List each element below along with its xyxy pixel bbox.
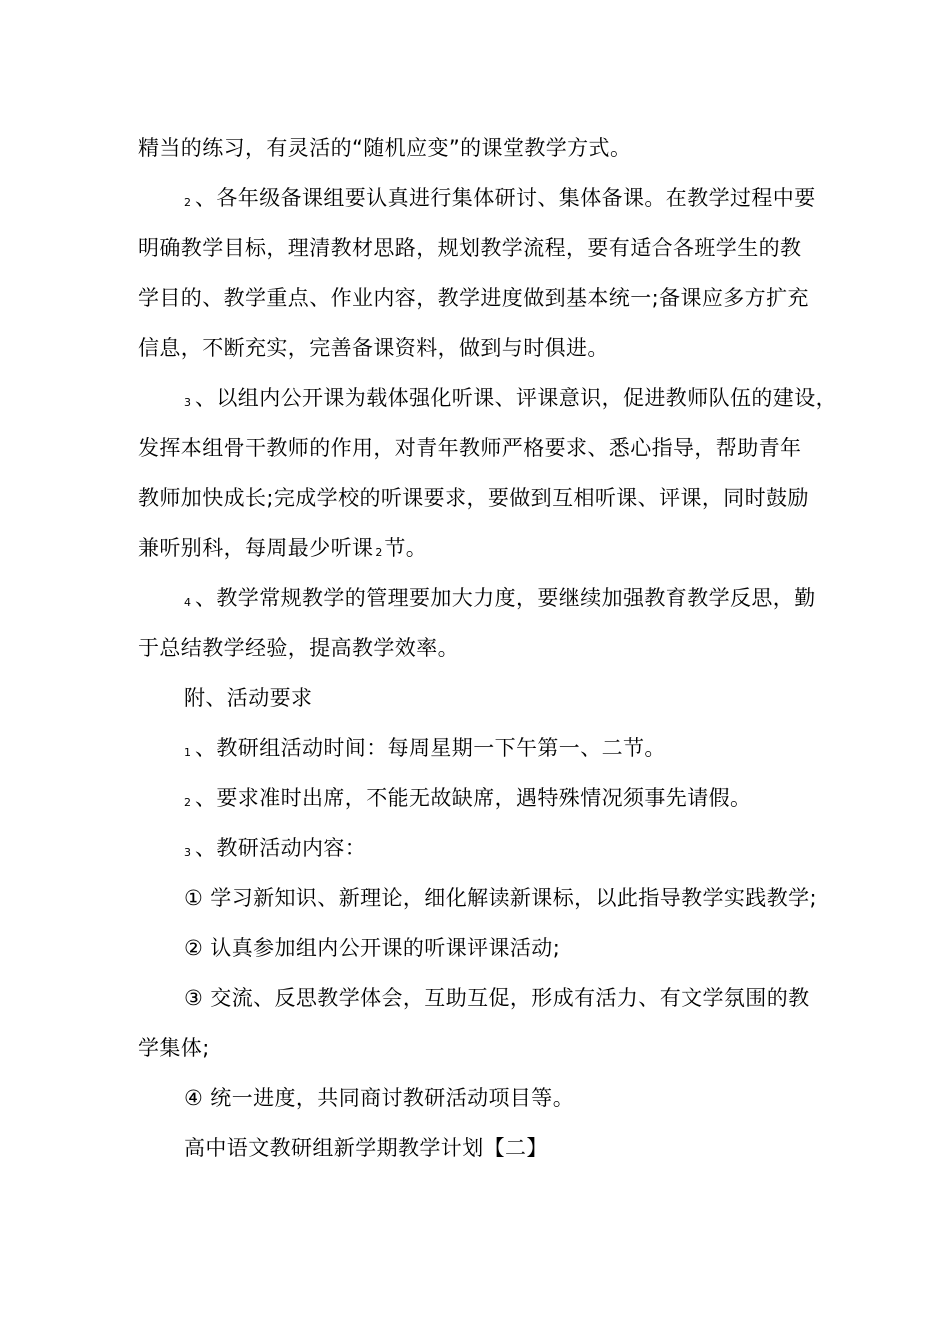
paragraph-line: 信息，不断充实，完善备课资料，做到与时俱进。: [138, 336, 609, 360]
list-item: ① 学习新知识、新理论，细化解读新课标，以此指导教学实践教学;: [184, 886, 817, 910]
list-number: 3: [184, 846, 191, 859]
section-heading: 附、活动要求: [184, 686, 313, 710]
list-item: ③ 交流、反思教学体会，互助互促，形成有活力、有文学氛围的教: [184, 986, 810, 1010]
paragraph-line: 学目的、教学重点、作业内容，教学进度做到基本统一;备课应多方扩充: [138, 286, 809, 310]
list-item: 2 、要求准时出席，不能无故缺席，遇特殊情况须事先请假。: [184, 786, 752, 810]
list-number: 1: [184, 746, 191, 759]
list-number: 3: [184, 396, 191, 409]
inline-number: 2: [375, 546, 383, 559]
paragraph-line: 于总结教学经验，提高教学效率。: [138, 636, 459, 660]
paragraph-line: 教师加快成长;完成学校的听课要求，要做到互相听课、评课，同时鼓励: [138, 486, 809, 510]
paragraph-line: 学集体;: [138, 1036, 210, 1060]
list-item: ④ 统一进度，共同商讨教研活动项目等。: [184, 1086, 575, 1110]
paragraph-line: 发挥本组骨干教师的作用，对青年教师严格要求、悉心指导，帮助青年: [138, 436, 802, 460]
list-item: ② 认真参加组内公开课的听课评课活动;: [184, 936, 561, 960]
paragraph-line: 3 、以组内公开课为载体强化听课、评课意识，促进教师队伍的建设，: [184, 386, 837, 410]
paragraph-line: 2 、各年级备课组要认真进行集体研讨、集体备课。在教学过程中要: [184, 186, 816, 210]
list-number: 2: [184, 796, 191, 809]
paragraph-line: 精当的练习，有灵活的“随机应变”的课堂教学方式。: [138, 136, 632, 160]
paragraph-line: 4 、教学常规教学的管理要加大力度，要继续加强教育教学反思，勤: [184, 586, 816, 610]
paragraph-line: 兼听别科，每周最少听课 2节。: [138, 536, 428, 560]
paragraph-line: 明确教学目标，理清教材思路，规划教学流程，要有适合各班学生的教: [138, 236, 802, 260]
list-item: 3 、教研活动内容：: [184, 836, 367, 860]
list-item: 1 、教研组活动时间：每周星期一下午第一、二节。: [184, 736, 666, 760]
section-title: 高中语文教研组新学期教学计划【二】: [184, 1136, 548, 1160]
list-number: 4: [184, 596, 191, 609]
list-number: 2: [184, 196, 191, 209]
